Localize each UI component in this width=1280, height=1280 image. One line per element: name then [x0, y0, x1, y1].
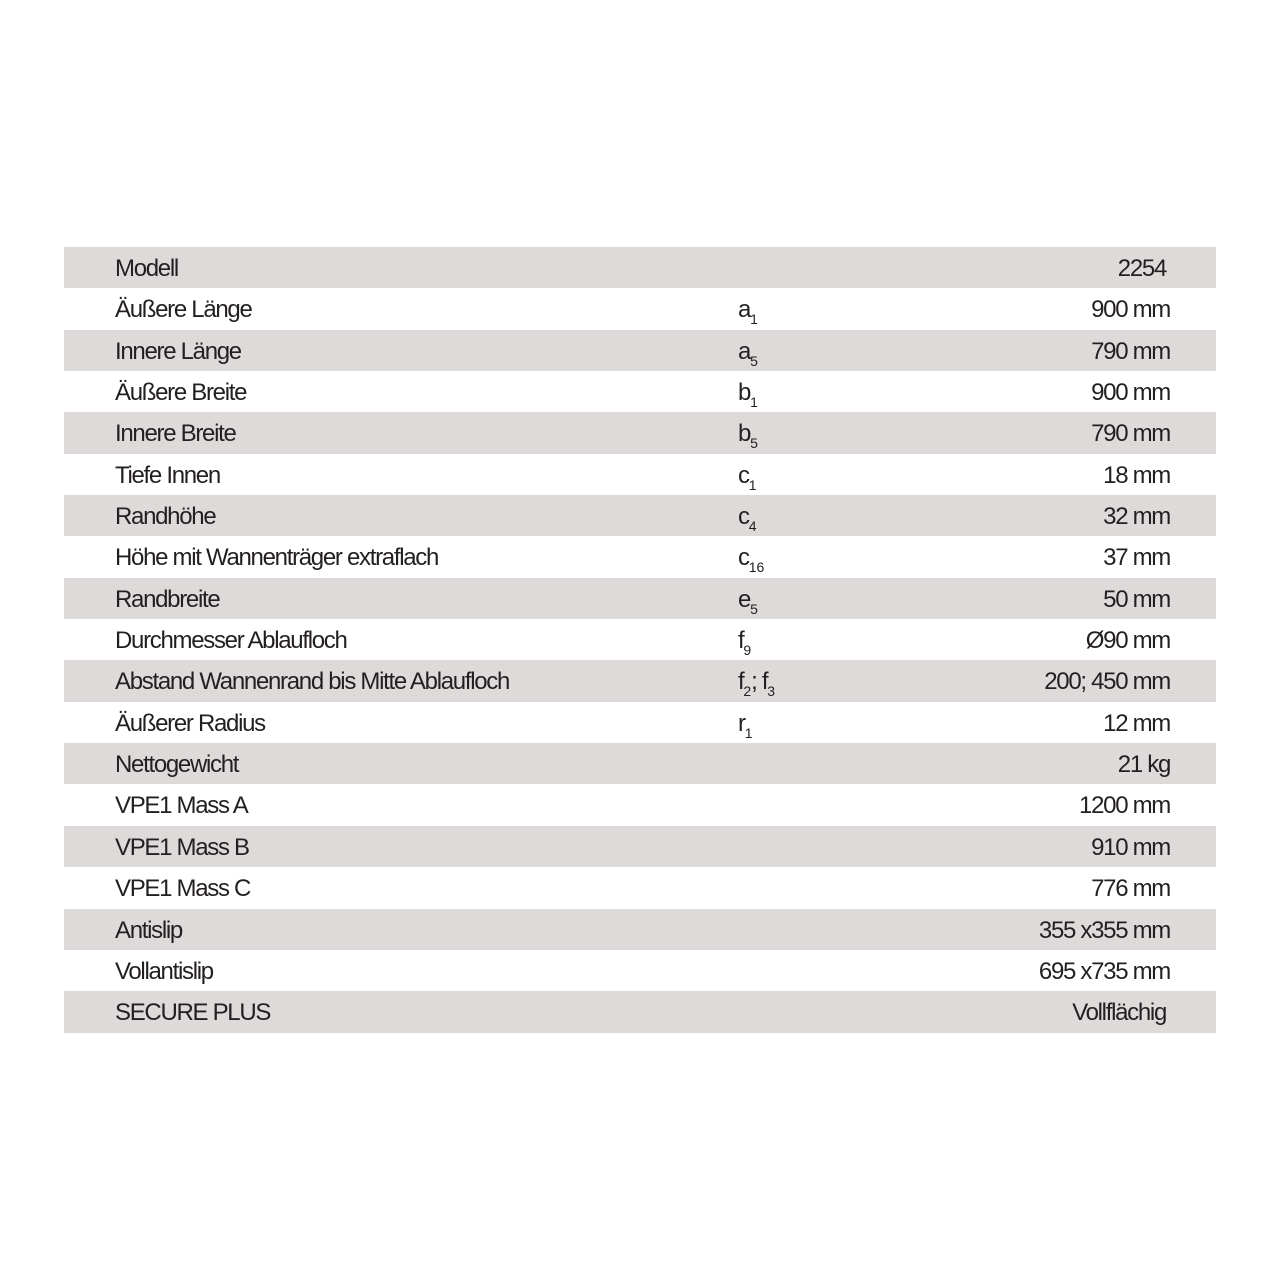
spec-symbol — [738, 412, 758, 456]
spec-value: Vollflächig — [1072, 999, 1166, 1027]
symbol-letter: f — [738, 627, 744, 655]
table-row — [64, 247, 1216, 288]
spec-symbol — [738, 288, 758, 332]
spec-value: 355 x355 mm — [1038, 916, 1170, 944]
spec-label: Innere Länge — [115, 337, 241, 365]
symbol-subscript: 5 — [750, 435, 758, 452]
spec-value: 18 mm — [1103, 461, 1170, 489]
spec-label: Äußere Länge — [115, 296, 252, 324]
table-row — [64, 578, 1216, 619]
symbol-subscript: 16 — [748, 559, 765, 576]
spec-symbol — [738, 536, 764, 580]
symbol-letter: a — [738, 337, 751, 365]
spec-symbol — [738, 702, 753, 746]
table-row — [64, 867, 1216, 908]
spec-value: 37 mm — [1103, 544, 1170, 572]
spec-symbol — [738, 619, 751, 663]
specification-table — [64, 247, 1216, 1033]
spec-value: 50 mm — [1103, 585, 1170, 613]
spec-symbol — [738, 330, 758, 374]
spec-value: 695 x735 mm — [1038, 957, 1170, 985]
table-row — [64, 412, 1216, 453]
spec-label: Tiefe Innen — [115, 461, 220, 489]
spec-symbol — [738, 660, 775, 704]
symbol-letter: b — [738, 379, 751, 407]
spec-value: 200; 450 mm — [1044, 668, 1170, 696]
spec-symbol — [738, 495, 757, 539]
table-row — [64, 660, 1216, 701]
table-row — [64, 330, 1216, 371]
table-row — [64, 826, 1216, 867]
table-row — [64, 495, 1216, 536]
symbol-subscript: 1 — [750, 394, 758, 411]
spec-value: 1200 mm — [1079, 792, 1170, 820]
table-row — [64, 288, 1216, 329]
symbol-subscript: 3 — [767, 683, 776, 700]
spec-label: Innere Breite — [115, 420, 236, 448]
spec-label: Abstand Wannenrand bis Mitte Ablaufloch — [115, 668, 510, 696]
spec-label: Modell — [115, 255, 178, 282]
symbol-letter: ; f — [751, 668, 768, 696]
symbol-letter: e — [738, 585, 751, 613]
spec-label: Höhe mit Wannenträger extraflach — [115, 544, 439, 572]
spec-label: Randbreite — [115, 585, 220, 613]
spec-label: Antislip — [115, 916, 182, 944]
table-row — [64, 991, 1216, 1032]
table-row — [64, 950, 1216, 991]
table-row — [64, 371, 1216, 412]
spec-value: 776 mm — [1091, 875, 1170, 903]
spec-value: Ø90 mm — [1085, 627, 1170, 655]
table-row — [64, 454, 1216, 495]
spec-label: Durchmesser Ablaufloch — [115, 627, 347, 655]
spec-value: 12 mm — [1103, 709, 1170, 737]
spec-value: 790 mm — [1091, 420, 1170, 448]
spec-value: 2254 — [1117, 255, 1166, 282]
symbol-subscript: 1 — [744, 724, 753, 741]
table-row — [64, 702, 1216, 743]
spec-label: Äußere Breite — [115, 379, 247, 407]
spec-value: 900 mm — [1091, 296, 1170, 324]
symbol-subscript: 2 — [743, 683, 752, 700]
spec-label: Randhöhe — [115, 503, 216, 531]
symbol-subscript: 5 — [750, 600, 758, 617]
symbol-letter: c — [738, 544, 749, 572]
symbol-subscript: 4 — [748, 518, 757, 535]
symbol-letter: a — [738, 296, 751, 324]
symbol-subscript: 9 — [743, 642, 752, 659]
symbol-letter: c — [738, 503, 749, 531]
symbol-letter: b — [738, 420, 751, 448]
table-row — [64, 743, 1216, 784]
symbol-subscript: 1 — [750, 311, 758, 328]
spec-symbol — [738, 454, 757, 498]
spec-label: Nettogewicht — [115, 751, 239, 779]
spec-value: 32 mm — [1103, 503, 1170, 531]
spec-label: Vollantislip — [115, 957, 213, 985]
symbol-subscript: 5 — [750, 352, 758, 369]
spec-label: Äußerer Radius — [115, 709, 265, 737]
spec-label: VPE1 Mass B — [115, 833, 249, 861]
symbol-letter: r — [738, 709, 745, 737]
table-row — [64, 536, 1216, 577]
spec-symbol — [738, 371, 758, 415]
spec-value: 21 kg — [1117, 751, 1170, 779]
spec-value: 910 mm — [1091, 833, 1170, 861]
spec-label: SECURE PLUS — [115, 999, 271, 1027]
spec-symbol — [738, 578, 758, 622]
spec-value: 790 mm — [1091, 337, 1170, 365]
table-row — [64, 784, 1216, 825]
symbol-subscript: 1 — [748, 476, 757, 493]
table-row — [64, 619, 1216, 660]
spec-label: VPE1 Mass A — [115, 792, 248, 820]
spec-value: 900 mm — [1091, 379, 1170, 407]
spec-label: VPE1 Mass C — [115, 875, 251, 903]
symbol-letter: f — [738, 668, 744, 696]
symbol-letter: c — [738, 461, 749, 489]
table-row — [64, 909, 1216, 950]
